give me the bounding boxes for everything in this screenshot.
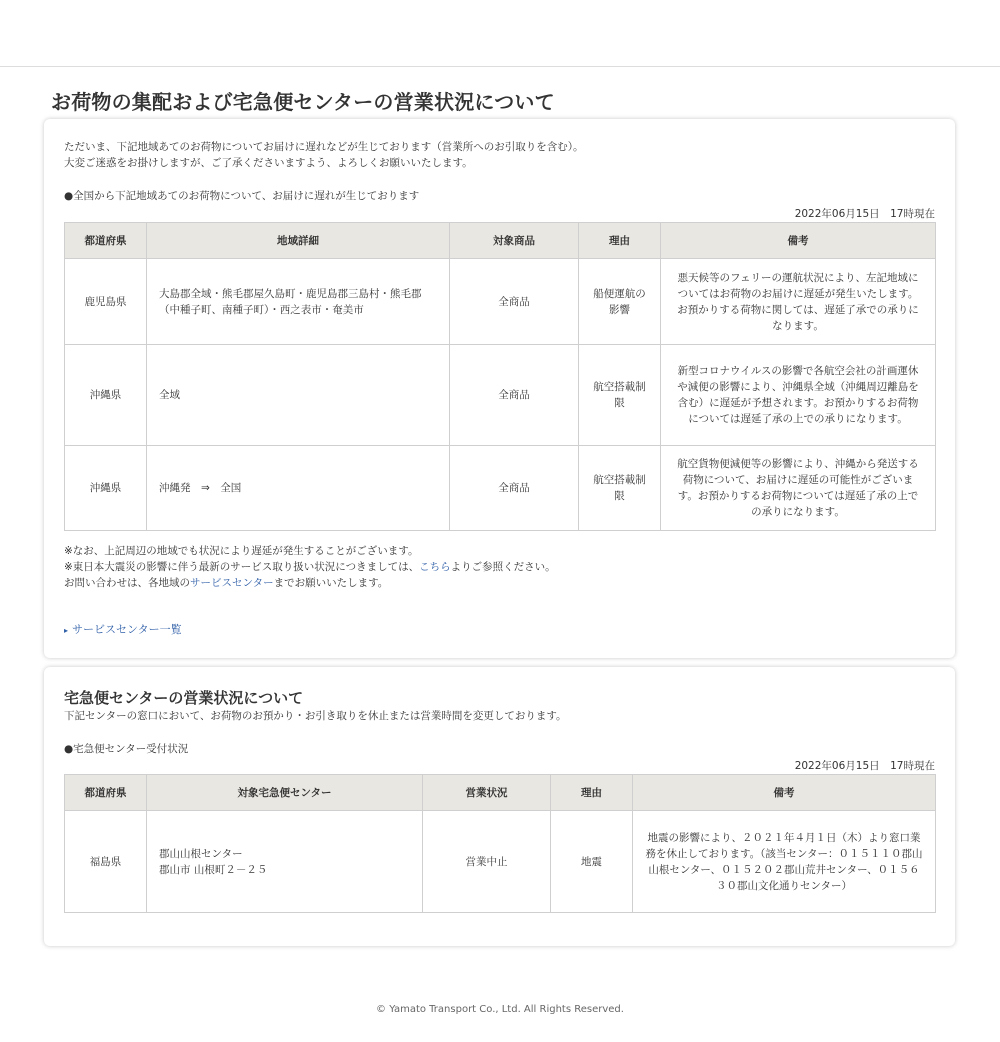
triangle-right-icon: ▸: [64, 626, 69, 635]
service-center-list-label: サービスセンター一覧: [72, 623, 182, 636]
cell-product: 全商品: [450, 259, 579, 345]
col-header-center: 対象宅急便センター: [147, 775, 423, 811]
cell-pref: 福島県: [65, 811, 147, 913]
note-line-3: [64, 575, 556, 591]
intro-line-2: 大変ご迷惑をお掛けしますが、ご了承くださいますよう、よろしくお願いいたします。: [64, 157, 473, 169]
col-header-pref: 都道府県: [65, 775, 147, 811]
note-line-2-suffix: よりご参照ください。: [450, 561, 556, 573]
cell-note: 地震の影響により、２０２１年４月１日（木）より窓口業務を休止しております。（該当センター：０１５１１０郡山山根センター、０１５２０２郡山荒井センター、０１５６３０郡山文化通りセンター）: [633, 811, 936, 913]
table-header-row: [65, 223, 936, 259]
cell-pref: 沖縄県: [65, 345, 147, 446]
center-intro: 下記センターの窓口において、お荷物のお預かり・お引き取りを休止または営業時間を変更しております。: [64, 710, 567, 722]
delivery-table: [64, 222, 936, 531]
note-line-3-text: お問い合わせは、各地域の: [64, 577, 190, 589]
center-as-of-timestamp: 2022年06月15日 17時現在: [794, 760, 935, 772]
cell-note: 新型コロナウイルスの影響で各航空会社の計画運休や減便の影響により、沖縄県全域（沖縄周辺離島を含む）に遅延が予想されます。お預かりするお荷物については遅延了承の上での承りになります。: [661, 345, 936, 446]
note-line-3-suffix: までお願いいたします。: [273, 577, 389, 589]
page-title: お荷物の集配および宅急便センターの営業状況について: [51, 90, 555, 114]
cell-area: 大島郡全域・熊毛郡屋久島町・鹿児島郡三島村・熊毛郡（中種子町、南種子町）・西之表市・奄美市: [147, 259, 450, 345]
copyright: © Yamato Transport Co., Ltd. All Rights Reserved.: [376, 1004, 624, 1015]
col-header-status: 営業状況: [423, 775, 551, 811]
center-name: 郡山山根センター: [159, 847, 243, 860]
cell-reason: 航空搭載制限: [579, 345, 661, 446]
delivery-status-card: [44, 119, 955, 658]
notes-block: [64, 543, 556, 591]
col-header-reason: 理由: [551, 775, 633, 811]
center-status-card: [44, 667, 955, 946]
cell-area: 全域: [147, 345, 450, 446]
cell-pref: 沖縄県: [65, 446, 147, 531]
header-divider: [0, 66, 1000, 67]
col-header-reason: 理由: [579, 223, 661, 259]
cell-pref: 鹿児島県: [65, 259, 147, 345]
service-center-list-link[interactable]: [64, 621, 182, 637]
intro-text: [64, 139, 584, 171]
table-row: [65, 446, 936, 531]
earthquake-info-link[interactable]: こちら: [419, 561, 451, 573]
section-title: 宅急便センターの営業状況について: [64, 689, 304, 707]
cell-note: 航空貨物便減便等の影響により、沖縄から発送する荷物について、お届けに遅延の可能性がございます。お預かりするお荷物については遅延了承の上での承りになります。: [661, 446, 936, 531]
table-row: [65, 811, 936, 913]
center-address: 郡山市 山根町２－２５: [159, 863, 268, 876]
center-bullet: ●宅急便センター受付状況: [64, 743, 189, 755]
note-line-2-text: ※東日本大震災の影響に伴う最新のサービス取り扱い状況につきましては、: [64, 561, 420, 573]
cell-reason: 船便運航の影響: [579, 259, 661, 345]
service-center-link[interactable]: サービスセンター: [190, 577, 274, 589]
table-header-row: [65, 775, 936, 811]
col-header-area: 地域詳細: [147, 223, 450, 259]
note-line-2: [64, 559, 556, 575]
col-header-pref: 都道府県: [65, 223, 147, 259]
cell-product: 全商品: [450, 345, 579, 446]
cell-note: 悪天候等のフェリーの運航状況により、左記地域についてはお荷物のお届けに遅延が発生いたします。お預かりする荷物に関しては、遅延了承での承りになります。: [661, 259, 936, 345]
intro-line-1: ただいま、下記地域あてのお荷物についてお届けに遅れなどが生じております（営業所へのお引取りを含む）。: [64, 141, 584, 153]
delivery-bullet: ●全国から下記地域あてのお荷物について、お届けに遅れが生じております: [64, 190, 420, 202]
cell-reason: 航空搭載制限: [579, 446, 661, 531]
note-line-1: ※なお、上記周辺の地域でも状況により遅延が発生することがございます。: [64, 545, 419, 557]
cell-area: 沖縄発 ⇒ 全国: [147, 446, 450, 531]
table-row: [65, 259, 936, 345]
cell-center: [147, 811, 423, 913]
col-header-note: 備考: [633, 775, 936, 811]
col-header-product: 対象商品: [450, 223, 579, 259]
cell-reason: 地震: [551, 811, 633, 913]
table-row: [65, 345, 936, 446]
as-of-timestamp: 2022年06月15日 17時現在: [794, 208, 935, 220]
cell-product: 全商品: [450, 446, 579, 531]
center-table: [64, 774, 936, 913]
col-header-note: 備考: [661, 223, 936, 259]
cell-status: 営業中止: [423, 811, 551, 913]
